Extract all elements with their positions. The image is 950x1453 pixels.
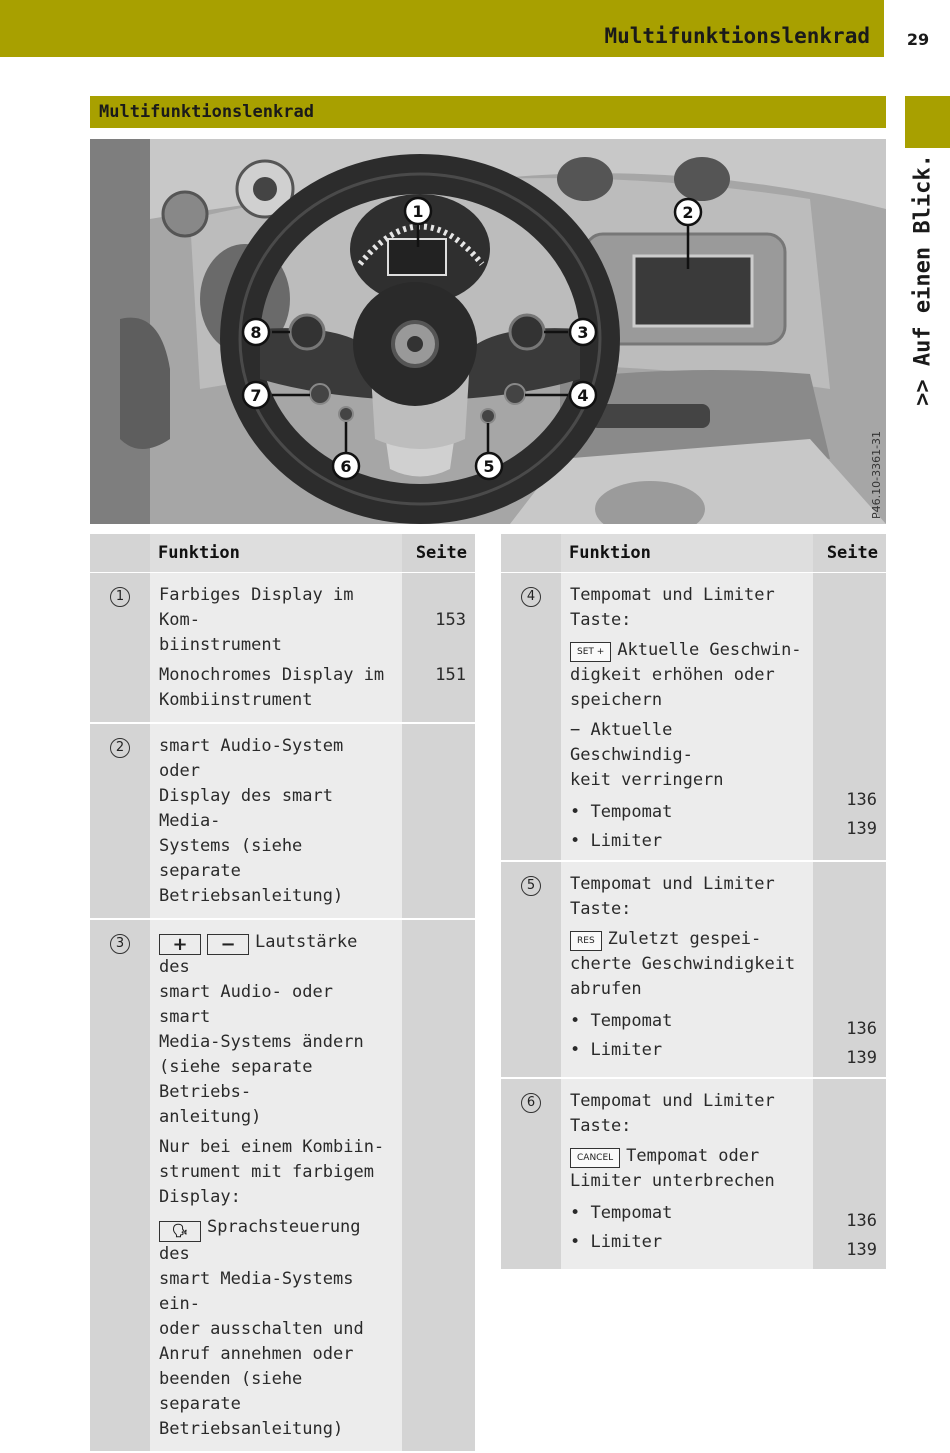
item-text: Tempomat oder Limiter unterbrechen (570, 1146, 775, 1191)
svg-text:8: 8 (250, 323, 262, 342)
item-text: Tempomat und Limiter Taste: (570, 874, 775, 919)
item-text: Nur bei einem Kombiin- strument mit farbigem Display: (159, 1137, 385, 1207)
set-key: SET + (570, 642, 611, 662)
callout-4 (570, 382, 596, 408)
table-row (90, 573, 475, 724)
bullet-item: • Tempomat (570, 1203, 673, 1223)
table-header-function: Funktion (561, 534, 813, 573)
figure-code: P46.10-3361-31 (870, 430, 883, 519)
svg-text:2: 2 (682, 203, 694, 222)
steering-wheel-illustration (90, 139, 886, 524)
item-text: Tempomat und Limiter Taste: (570, 585, 775, 630)
item-number: 6 (521, 1093, 541, 1113)
page-ref: 139 (846, 1240, 877, 1260)
header-title: Multifunktionslenkrad (604, 24, 870, 48)
page-ref: 139 (846, 1048, 877, 1068)
item-text: − Aktuelle Geschwindig- keit verringern (570, 720, 724, 790)
svg-text:7: 7 (250, 386, 262, 405)
item-text: Monochromes Display im Kombiinstrument (159, 665, 385, 710)
table-header-page: Seite (813, 534, 886, 573)
page-ref: 139 (846, 819, 877, 839)
side-tab-text: >> Auf einen Blick. (910, 154, 936, 406)
minus-key-icon: − (207, 934, 249, 955)
function-table-right (501, 534, 886, 1271)
table-header-number (90, 534, 150, 573)
callout-8 (243, 319, 269, 345)
item-number: 3 (110, 934, 130, 954)
side-tab-label (903, 154, 943, 406)
item-number: 2 (110, 738, 130, 758)
svg-text:1: 1 (412, 202, 424, 221)
item-text: Tempomat und Limiter Taste: (570, 1091, 775, 1136)
callout-2 (675, 199, 701, 225)
page-ref: 153 (435, 610, 466, 630)
table-row (90, 919, 475, 1452)
svg-text:3: 3 (577, 323, 589, 342)
item-number: 5 (521, 876, 541, 896)
bullet-item: • Tempomat (570, 1011, 673, 1031)
function-table-left (90, 534, 475, 1453)
callout-3 (570, 319, 596, 345)
svg-text:5: 5 (483, 457, 495, 476)
page-ref: 136 (846, 1019, 877, 1039)
item-text: Sprachsteuerung des smart Media-Systems ein- oder ausschalten und Anruf annehmen oder beenden (siehe separate Betriebsanleitung) (159, 1217, 364, 1439)
page-number: 29 (906, 30, 930, 49)
section-title: Multifunktionslenkrad (99, 102, 314, 122)
table-row (501, 1078, 886, 1270)
res-key: RES (570, 931, 602, 951)
page-ref: 136 (846, 1211, 877, 1231)
table-header-function: Funktion (150, 534, 402, 573)
table-row (90, 723, 475, 919)
table-row (501, 573, 886, 862)
callout-1 (405, 198, 431, 224)
svg-text:6: 6 (340, 457, 352, 476)
table-header-page: Seite (402, 534, 475, 573)
item-text: Farbiges Display im Kom- biinstrument (159, 585, 354, 655)
bullet-item: • Limiter (570, 1232, 663, 1252)
item-text: Aktuelle Geschwin- digkeit erhöhen oder speichern (570, 640, 802, 710)
page-ref: 151 (435, 665, 466, 685)
item-text: Zuletzt gespei- cherte Geschwindigkeit abrufen (570, 929, 796, 999)
callout-7 (243, 382, 269, 408)
page-ref: 136 (846, 790, 877, 810)
item-text: smart Audio-System oder Display des smart Media- Systems (siehe separate Betriebsanleitung) (159, 736, 344, 906)
voice-control-icon: 🗣 (159, 1221, 201, 1242)
item-number: 4 (521, 587, 541, 607)
section-bar (90, 96, 886, 128)
side-tab-marker (905, 96, 950, 148)
bullet-item: • Limiter (570, 1040, 663, 1060)
steering-wheel-figure (90, 139, 886, 524)
plus-key-icon: + (159, 934, 201, 955)
item-number: 1 (110, 587, 130, 607)
table-header-number (501, 534, 561, 573)
bullet-item: • Tempomat (570, 802, 673, 822)
callout-6 (333, 453, 359, 479)
cancel-key: CANCEL (570, 1148, 620, 1168)
svg-text:4: 4 (577, 386, 589, 405)
callout-5 (476, 453, 502, 479)
table-row (501, 861, 886, 1078)
bullet-item: • Limiter (570, 831, 663, 851)
item-text: Lautstärke des smart Audio- oder smart Media-Systems ändern (siehe separate Betriebs- anleitung) (159, 932, 364, 1127)
